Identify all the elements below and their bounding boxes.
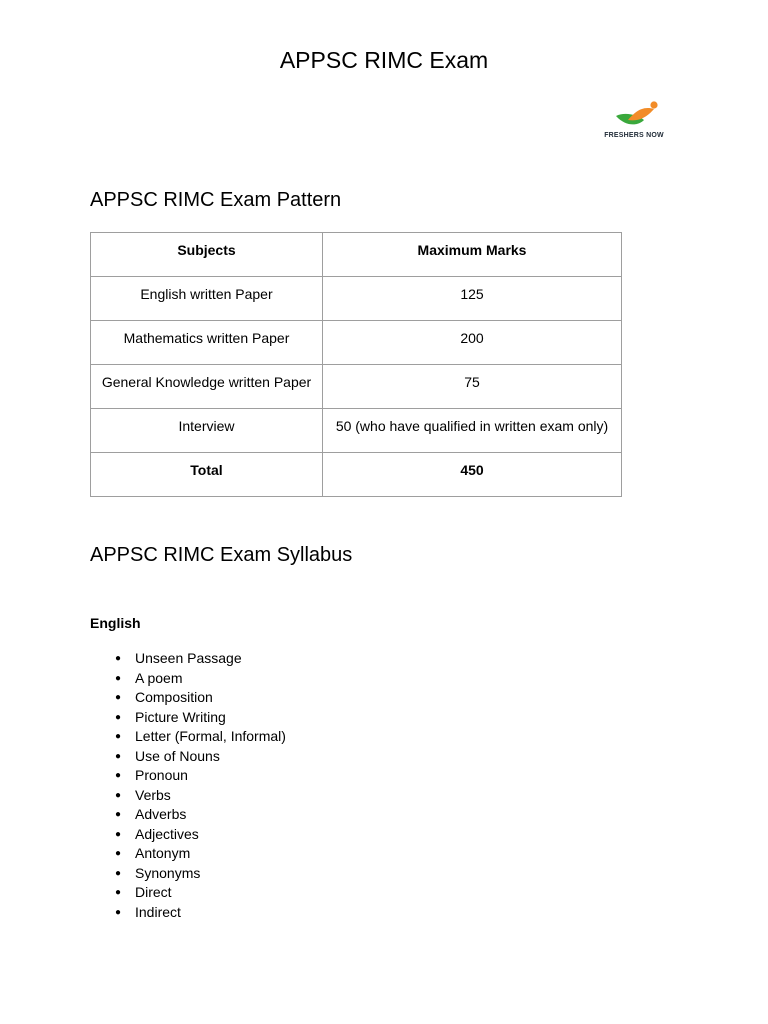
exam-pattern-heading: APPSC RIMC Exam Pattern: [90, 189, 342, 211]
bullet-icon: ●: [115, 867, 122, 879]
total-value-cell: 450: [323, 453, 622, 497]
list-item-text: Verbs: [135, 786, 171, 803]
list-item: [90, 844, 286, 864]
list-item: [90, 903, 286, 923]
marks-cell: 125: [323, 277, 622, 321]
marks-cell: 50 (who have qualified in written exam only): [323, 409, 622, 453]
bullet-icon: ●: [115, 711, 122, 723]
list-item-text: Letter (Formal, Informal): [135, 728, 286, 744]
exam-syllabus-heading: APPSC RIMC Exam Syllabus: [90, 544, 353, 566]
bullet-icon: ●: [115, 672, 122, 684]
marks-cell: 200: [323, 321, 622, 365]
bullet-icon: ●: [115, 692, 122, 703]
table-header-row: [91, 233, 622, 277]
table-total-row: [91, 453, 622, 497]
table-row: [91, 277, 622, 321]
subject-cell: Interview: [91, 409, 323, 453]
list-item-text: Pronoun: [135, 767, 188, 783]
list-item-text: Synonyms: [135, 864, 201, 881]
column-header-maximum-marks: Maximum Marks: [323, 233, 622, 277]
table-row: [91, 409, 622, 453]
list-item-text: Adjectives: [135, 825, 199, 842]
list-item: [90, 864, 286, 884]
table-row: [91, 321, 622, 365]
list-item: [90, 805, 286, 825]
list-item: [90, 708, 286, 728]
freshers-now-logo: [604, 100, 664, 144]
bullet-icon: ●: [115, 770, 122, 781]
marks-cell: 75: [323, 365, 622, 409]
list-item-text: Picture Writing: [135, 708, 226, 725]
list-item-text: Antonym: [135, 845, 191, 861]
subject-cell: General Knowledge written Paper: [91, 365, 323, 409]
logo-text: FRESHERS NOW: [604, 132, 664, 139]
list-item: [90, 786, 286, 806]
subject-cell: English written Paper: [91, 277, 323, 321]
list-item: [90, 649, 286, 669]
list-item-text: Adverbs: [135, 806, 187, 822]
bullet-icon: ●: [115, 789, 122, 801]
document-title: APPSC RIMC Exam: [279, 47, 489, 73]
bullet-icon: ●: [115, 809, 122, 820]
bullet-icon: ●: [115, 731, 122, 742]
table-row: [91, 365, 622, 409]
list-item-text: Unseen Passage: [135, 650, 242, 666]
list-item: [90, 825, 286, 845]
bullet-icon: ●: [115, 848, 122, 859]
list-item: [90, 766, 286, 786]
bullet-icon: ●: [115, 828, 122, 840]
english-topic-list: [90, 649, 286, 922]
bullet-icon: ●: [115, 906, 122, 918]
bullet-icon: ●: [115, 653, 122, 664]
subject-cell: Mathematics written Paper: [91, 321, 323, 365]
list-item-text: A poem: [135, 669, 183, 686]
logo-figure-icon: [614, 100, 660, 130]
list-item-text: Direct: [135, 884, 172, 900]
bullet-icon: ●: [115, 750, 122, 762]
list-item-text: Use of Nouns: [135, 747, 220, 764]
list-item: [90, 727, 286, 747]
list-item-text: Composition: [135, 689, 213, 705]
total-label-cell: Total: [91, 453, 323, 497]
list-item: [90, 747, 286, 767]
list-item-text: Indirect: [135, 903, 181, 920]
column-header-subjects: Subjects: [91, 233, 323, 277]
syllabus-section-title-english: English: [90, 615, 141, 631]
list-item: [90, 883, 286, 903]
exam-pattern-table: [90, 232, 622, 497]
list-item: [90, 669, 286, 689]
list-item: [90, 688, 286, 708]
bullet-icon: ●: [115, 887, 122, 898]
